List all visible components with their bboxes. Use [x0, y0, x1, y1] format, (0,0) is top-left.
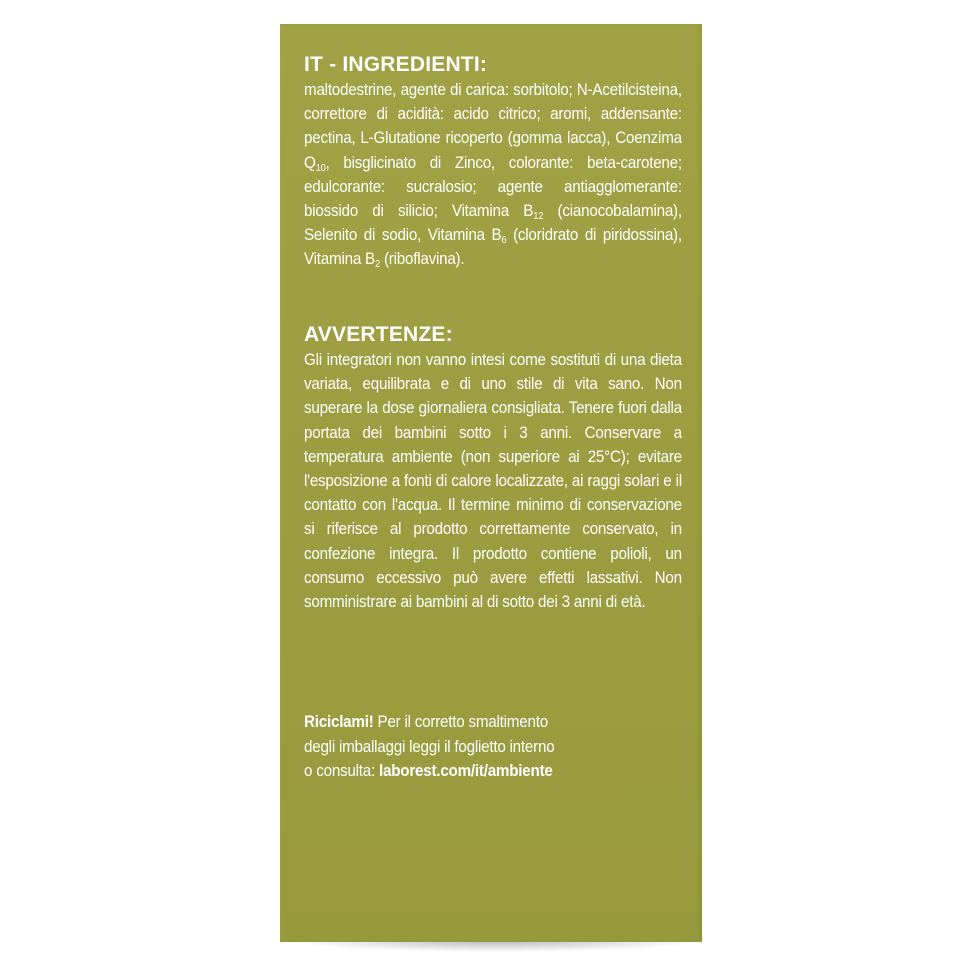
recycle-link: laborest.com/it/ambiente	[379, 762, 553, 780]
subscript-b2: 2	[374, 259, 380, 271]
ingredients-section	[304, 52, 704, 272]
subscript-q10: 10	[315, 162, 326, 174]
recycle-line-2: degli imballaggi leggi il foglietto interno	[304, 737, 555, 756]
recycle-label: Riciclami!	[304, 713, 374, 731]
recycle-section	[304, 710, 680, 784]
warnings-heading: AVVERTENZE:	[304, 323, 453, 346]
ingredients-text: maltodestrine, agente di carica: sorbitolo; N-Acetilcisteina, correttore di acidità: acido citrico; aromi, addensante: pectina, L-Glutatione ricoperto (gomma lacca), Coenzima $Q_{10}$, bisglicinato di Zinco, colorante: beta-carotene; edulcorante: sucralosio; agente antiagglomerante: biossido di silicio; Vitamina $B_{12}$ (cianocobalamina), Selenito di sodio, Vitamina $B_6$ (cloridrato di piridossina), Vitamina $B_2$ (riboflavina).	[304, 81, 682, 271]
subscript-b12: 12	[533, 211, 544, 223]
subscript-b6: 6	[501, 235, 507, 247]
recycle-line-1: Riciclami! Per il corretto smaltimento	[304, 713, 548, 731]
warnings-section	[304, 322, 704, 614]
recycle-line-3: o consulta: laborest.com/it/ambiente	[304, 762, 553, 780]
ingredients-heading: IT - INGREDIENTI:	[304, 53, 488, 76]
warnings-text: Gli integratori non vanno intesi come sostituti di una dieta variata, equilibrata e di uno stile di vita sano. Non superare la dose giornaliera consigliata. Tenere fuori dalla portata dei bambini sotto i 3 anni. Conservare a temperatura ambiente (non superiore ai 25°C); evitare l'esposizione a fonti di calore localizzate, ai raggi solari e il contatto con l'acqua. Il termine minimo di conservazione si riferisce al prodotto correttamente conservato, in confezione integra. Il prodotto contiene polioli, un consumo eccessivo può avere effetti lassativi. Non somministrare ai bambini al di sotto dei 3 anni di età.	[304, 351, 682, 612]
